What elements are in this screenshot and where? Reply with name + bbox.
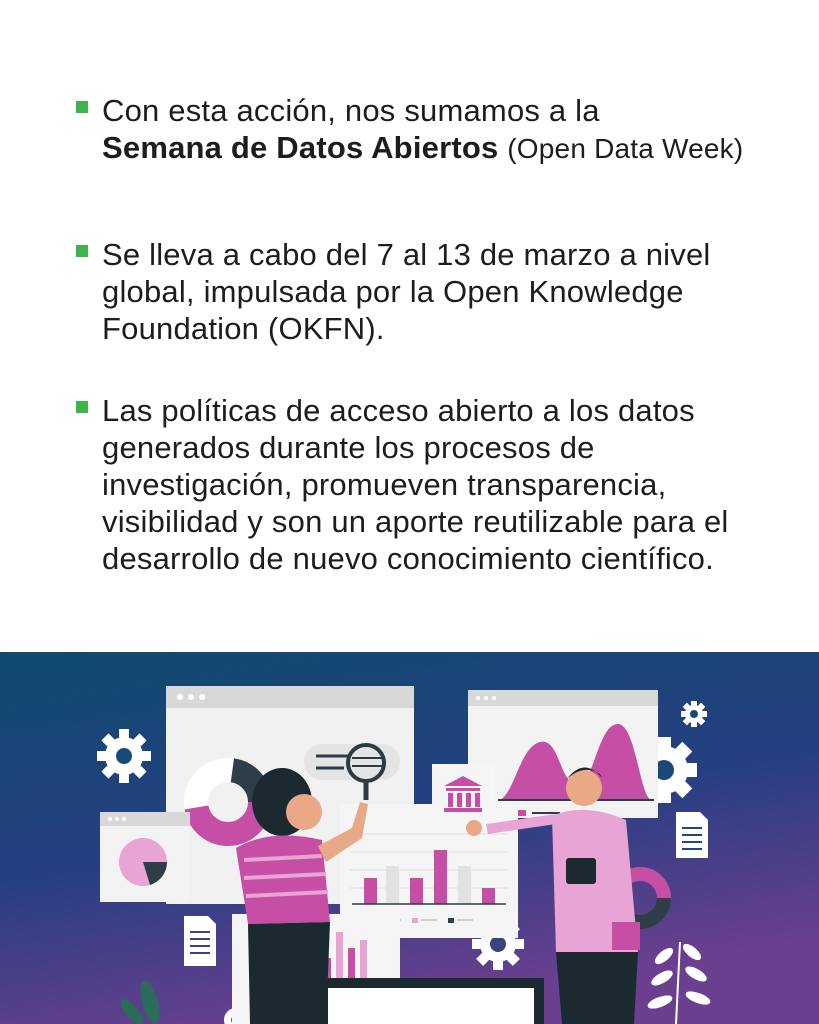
pie-chart-window bbox=[100, 812, 190, 902]
bullet-text-line: Con esta acción, nos sumamos a la bbox=[102, 93, 600, 128]
bullet-parenthetical: (Open Data Week) bbox=[507, 133, 744, 164]
area-chart-window bbox=[468, 690, 658, 818]
bullet-text bbox=[102, 92, 776, 167]
document-icon bbox=[184, 916, 216, 966]
bullet-text: Las políticas de acceso abierto a los datos generados durante los procesos de investigación, promueven transparencia, visibilidad y son un aporte reutilizable para el desarrollo de nuevo conocimiento científico. bbox=[102, 393, 729, 576]
bullet-marker bbox=[76, 101, 88, 113]
bullet-item bbox=[76, 92, 776, 167]
bank-icon bbox=[432, 764, 494, 822]
bullet-item bbox=[76, 392, 776, 577]
bullet-marker bbox=[76, 401, 88, 413]
bullet-emphasis: Semana de Datos Abiertos bbox=[102, 130, 499, 165]
document-icon bbox=[676, 812, 708, 858]
bullet-item bbox=[76, 236, 776, 347]
data-illustration bbox=[0, 652, 819, 1024]
bullet-marker bbox=[76, 245, 88, 257]
laptop bbox=[318, 978, 544, 1024]
bullet-text: Se lleva a cabo del 7 al 13 de marzo a nivel global, impulsada por la Open Knowledge Foundation (OKFN). bbox=[102, 237, 711, 346]
gear-icon bbox=[681, 701, 707, 727]
gear-icon bbox=[97, 729, 151, 783]
